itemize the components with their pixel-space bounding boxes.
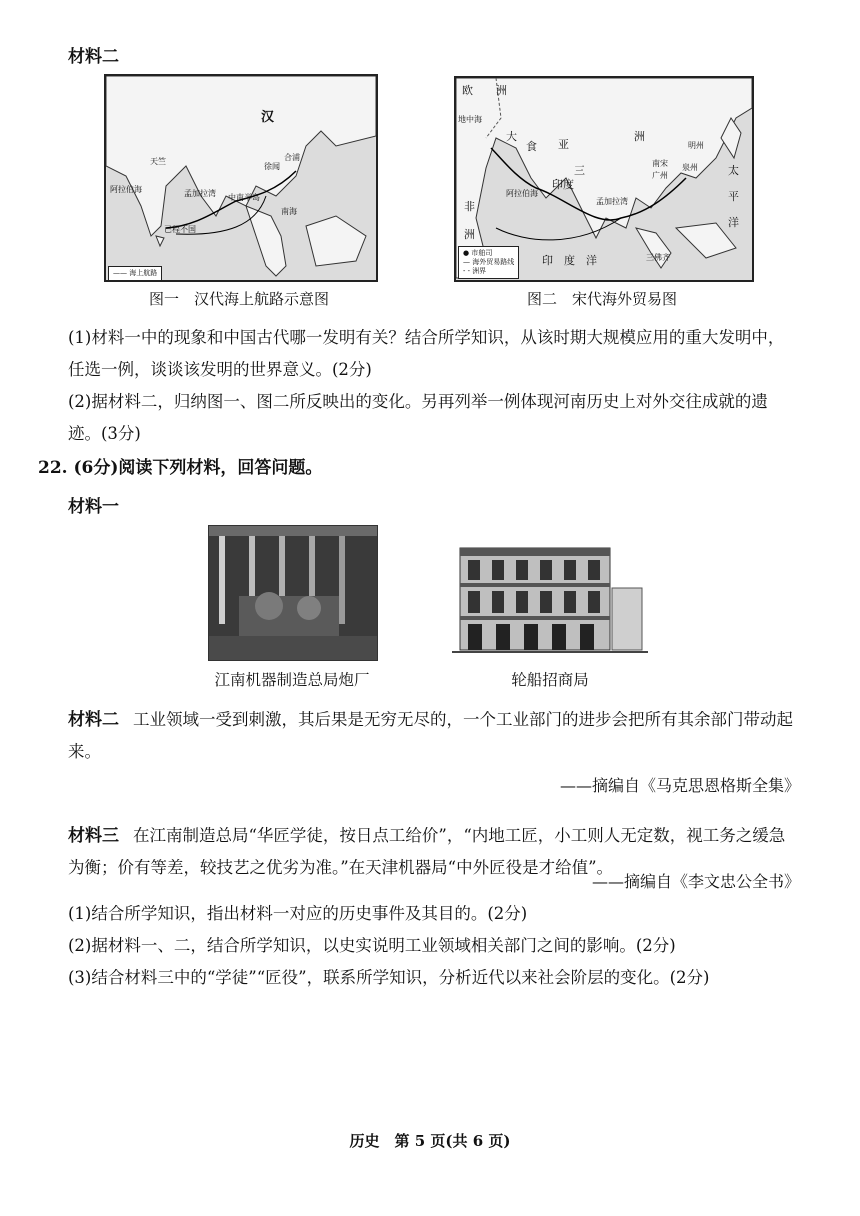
- q22-material-one-heading: 材料一: [68, 497, 119, 517]
- map2-label-mediterranean: 地中海: [458, 115, 482, 124]
- map1-label-arabian-sea: 阿拉伯海: [110, 185, 142, 194]
- map2-label-nansong: 南宋: [652, 159, 668, 168]
- map1-legend: [108, 266, 162, 281]
- map2-label-pacific-1: 太: [728, 164, 739, 177]
- q22-part-1: (1)结合所学知识，指出材料一对应的历史事件及其目的。(2分): [68, 904, 528, 923]
- map1-label-xuwen: 徐闻: [264, 162, 280, 171]
- map2-label-pacific-2: 平: [728, 190, 739, 203]
- photo2-caption: 轮船招商局: [511, 671, 589, 689]
- map1-label-south-china-sea: 南海: [281, 207, 297, 216]
- map2-label-zhou: 洲: [496, 84, 507, 97]
- map1-label-tianzhu: 天竺: [150, 157, 166, 166]
- map2-label-pacific-3: 洋: [728, 216, 739, 229]
- q21-part-1: (1)材料一中的现象和中国古代哪一发明有关？结合所学知识，从该时期大规模应用的重大发明中，任选一例，谈谈该发明的世界意义。(2分): [68, 328, 785, 379]
- q22-part-3: (3)结合材料三中的“学徒”“匠役”，联系所学知识，分析近代以来社会阶层的变化。(2分): [68, 968, 710, 987]
- song-trade-map: [454, 76, 754, 282]
- han-map-graphic: [106, 76, 376, 280]
- q22-material-three-label: 材料三: [68, 826, 119, 846]
- map2-label-bay-of-bengal: 孟加拉湾: [596, 197, 628, 206]
- map2-label-mingzhou: 明州: [688, 141, 704, 150]
- photo1-caption: 江南机器制造总局炮厂: [214, 671, 370, 689]
- page-footer: 历史 第 5 页(共 6 页): [349, 1132, 511, 1150]
- map2-label-san: 三: [574, 164, 585, 177]
- map2-legend-item-3: - - 洲界: [463, 267, 487, 275]
- map2-legend: [458, 246, 519, 279]
- map2-label-guangzhou: 广州: [652, 171, 668, 180]
- han-sea-route-map: [104, 74, 378, 282]
- q22-material-two-label: 材料二: [68, 710, 119, 730]
- factory-photo-graphic: [209, 526, 377, 660]
- map1-legend-line: ——: [113, 269, 127, 277]
- map2-label-zhou3: 洲: [464, 228, 475, 241]
- q22-material-two-text: 工业领域一受到刺激，其后果是无穷无尽的，一个工业部门的进步会把所有其余部门带动起来。: [68, 710, 793, 761]
- map2-caption: 图二 宋代海外贸易图: [526, 290, 677, 308]
- map1-label-yingbu: 已程不国: [164, 225, 196, 234]
- map2-label-fei: 非: [464, 200, 475, 213]
- q22-material-three-source: ——摘编自《李文忠公全书》: [591, 872, 800, 891]
- map2-label-shi: 食: [526, 140, 537, 153]
- q22-material-two-source: ——摘编自《马克思恩格斯全集》: [559, 776, 800, 795]
- q21-part-2: (2)据材料二，归纳图一、图二所反映出的变化。另再列举一例体现河南历史上对外交往成就的遗迹。(3分): [68, 392, 768, 443]
- map2-label-yindu: 印度: [552, 178, 574, 191]
- map1-label-hepu: 合浦: [284, 153, 300, 162]
- map2-legend-item-2: — 海外贸易路线: [463, 258, 515, 266]
- map1-label-zhongnan: 中南半岛: [228, 193, 260, 202]
- map1-legend-label: 海上航路: [129, 269, 158, 277]
- q22-material-three-text: 在江南制造总局“华匠学徒，按日点工给价”，“内地工匠，小工则人无定数，视工务之缓急为衡；价有等差，较技艺之优劣为准。”在天津机器局“中外匠役是才给值”。: [68, 826, 786, 877]
- map2-label-da: 大: [506, 130, 517, 143]
- map1-label-bay-of-bengal: 孟加拉湾: [184, 189, 216, 198]
- china-merchants-photo: [452, 528, 648, 660]
- map2-label-arabian-sea: 阿拉伯海: [506, 189, 538, 198]
- map2-label-ya: 亚: [558, 138, 569, 151]
- material-two-heading: 材料二: [68, 47, 119, 67]
- map1-label-han: 汉: [261, 110, 275, 125]
- map2-label-sanfoqi: 三佛齐: [646, 253, 670, 262]
- q22-material-two: [68, 704, 796, 768]
- q22-title: 22. (6分)阅读下列材料，回答问题。: [38, 458, 323, 478]
- map1-caption: 图一 汉代海上航路示意图: [148, 290, 329, 308]
- jiangnan-arsenal-photo: [208, 525, 378, 661]
- map2-label-ou: 欧: [462, 84, 473, 97]
- q22-part-2: (2)据材料一、二，结合所学知识，以史实说明工业领域相关部门之间的影响。(2分): [68, 936, 676, 955]
- map2-label-indian-ocean: 印 度 洋: [542, 254, 597, 267]
- map2-label-quanzhou: 泉州: [682, 163, 698, 172]
- building-photo-graphic: [452, 528, 648, 660]
- map2-legend-item-1: ● 市舶司: [463, 249, 493, 257]
- map2-label-zhou2: 洲: [634, 130, 645, 143]
